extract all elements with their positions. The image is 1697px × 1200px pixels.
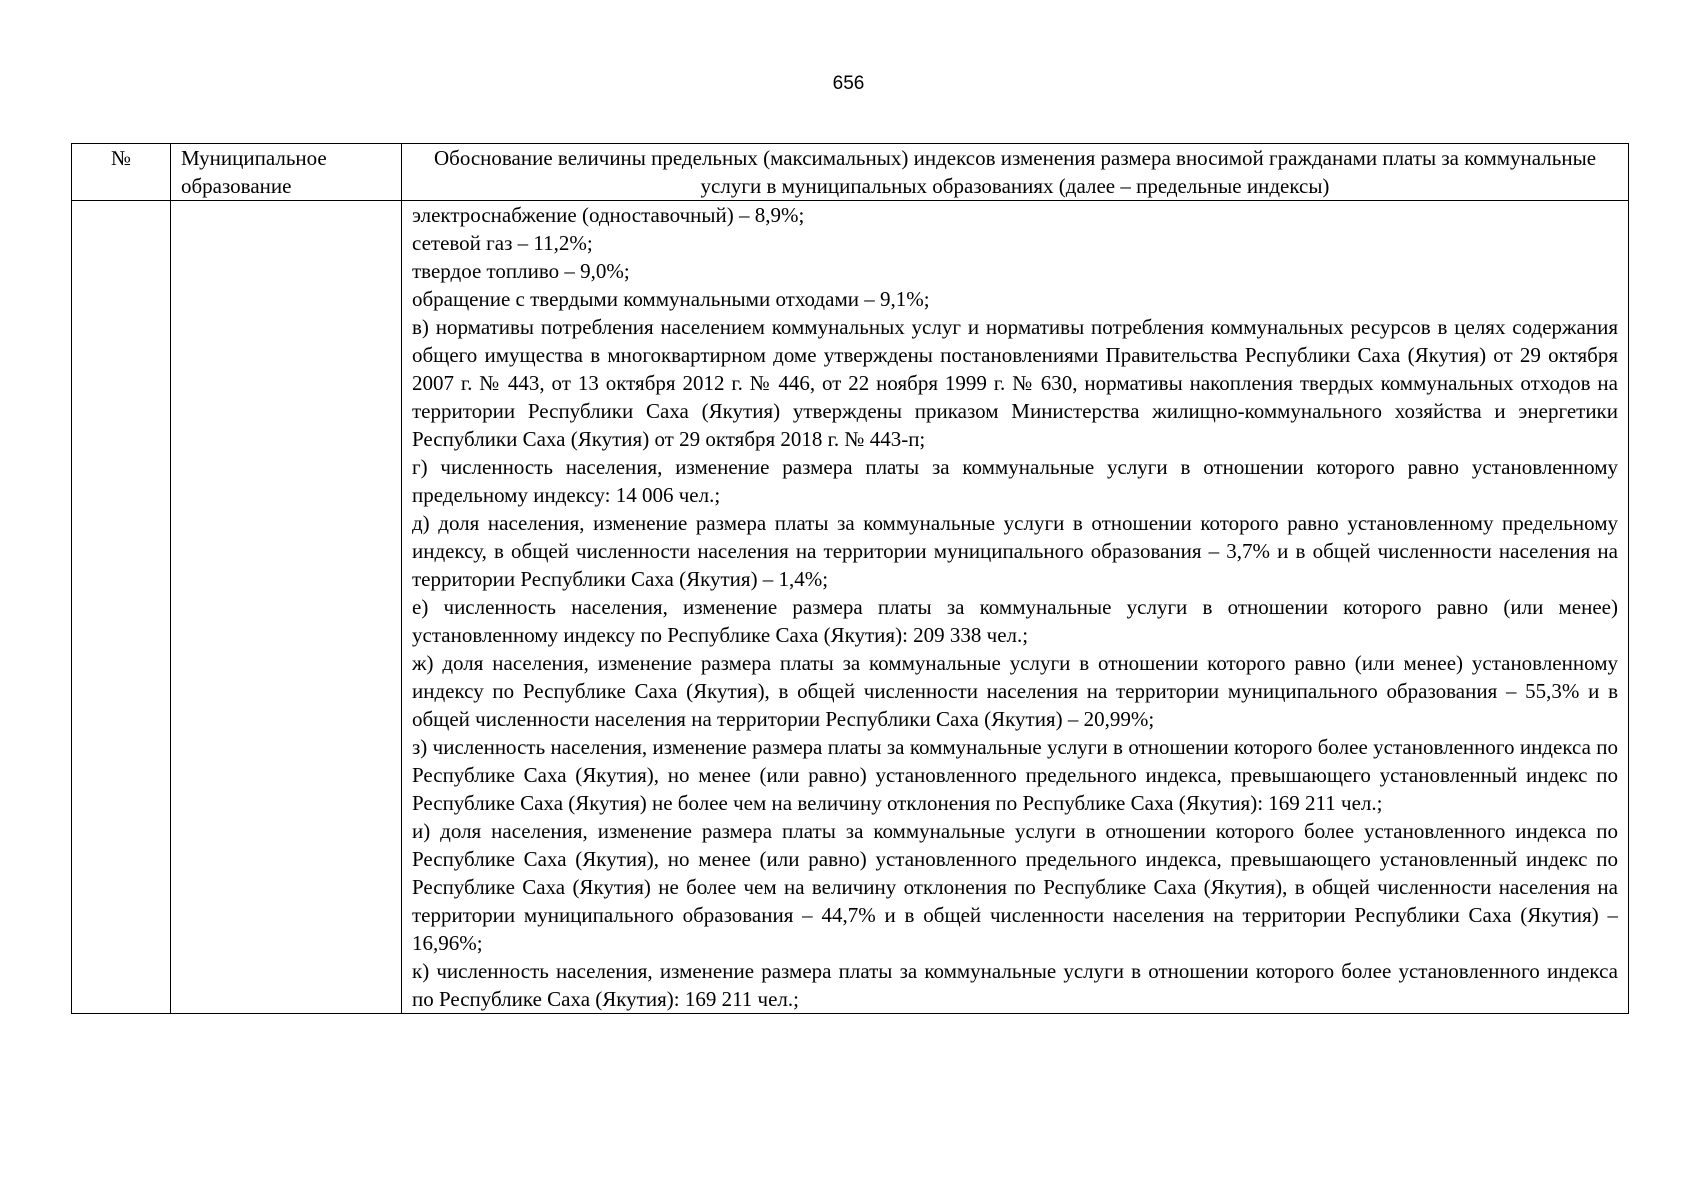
header-justification: Обоснование величины предельных (максимальных) индексов изменения размера вносимой гражданами платы за коммунальные услуги в муниципальных образованиях (далее – предельные индексы) bbox=[402, 144, 1629, 201]
paragraph: г) численность населения, изменение размера платы за коммунальные услуги в отношении которого равно установленному предельному индексу: 14 006 чел.; bbox=[412, 455, 1618, 507]
table-row bbox=[72, 201, 1629, 1014]
table-header-row bbox=[72, 144, 1629, 201]
paragraph: в) нормативы потребления населением коммунальных услуг и нормативы потребления коммунальных ресурсов в целях содержания общего имущества в многоквартирном доме утверждены постановлениями Правительства Республики Саха (Якутия) от 29 октября 2007 г. № 443, от 13 октября 2012 г. № 446, от 22 ноября 1999 г. № 630, нормативы накопления твердых коммунальных отходов на территории Республики Саха (Якутия) утверждены приказом Министерства жилищно-коммунального хозяйства и энергетики Республики Саха (Якутия) от 29 октября 2018 г. № 443-п; bbox=[412, 315, 1618, 451]
paragraph: твердое топливо – 9,0%; bbox=[412, 259, 630, 283]
paragraph: к) численность населения, изменение размера платы за коммунальные услуги в отношении которого более установленного индекса по Республике Саха (Якутия): 169 211 чел.; bbox=[412, 959, 1618, 1011]
cell-municipality bbox=[171, 201, 402, 1014]
paragraph: сетевой газ – 11,2%; bbox=[412, 231, 593, 255]
paragraph: ж) доля населения, изменение размера платы за коммунальные услуги в отношении которого равно (или менее) установленному индексу по Республике Саха (Якутия), в общей численности населения на территории муниципального образования – 55,3% и в общей численности населения на территории Республики Саха (Якутия) – 20,99%; bbox=[412, 651, 1618, 731]
header-number: № bbox=[72, 144, 171, 201]
paragraph: д) доля населения, изменение размера платы за коммунальные услуги в отношении которого равно установленному предельному индексу, в общей численности населения на территории муниципального образования – 3,7% и в общей численности населения на территории Республики Саха (Якутия) – 1,4%; bbox=[412, 511, 1618, 591]
paragraph: и) доля населения, изменение размера платы за коммунальные услуги в отношении которого более установленного индекса по Республике Саха (Якутия), но менее (или равно) установленного предельного индекса, превышающего установленный индекс по Республике Саха (Якутия) не более чем на величину отклонения по Республике Саха (Якутия), в общей численности населения на территории муниципального образования – 44,7% и в общей численности населения на территории Республики Саха (Якутия) – 16,96%; bbox=[412, 819, 1618, 955]
cell-justification bbox=[402, 201, 1629, 1014]
paragraph: з) численность населения, изменение размера платы за коммунальные услуги в отношении которого более установленного индекса по Республике Саха (Якутия), но менее (или равно) установленного предельного индекса, превышающего установленный индекс по Республике Саха (Якутия) не более чем на величину отклонения по Республике Саха (Якутия): 169 211 чел.; bbox=[412, 735, 1618, 815]
paragraph: обращение с твердыми коммунальными отходами – 9,1%; bbox=[412, 287, 930, 311]
page-number: 656 bbox=[832, 73, 865, 94]
header-municipality: Муниципальное образование bbox=[171, 144, 402, 201]
paragraph: е) численность населения, изменение размера платы за коммунальные услуги в отношении которого равно (или менее) установленному индексу по Республике Саха (Якутия): 209 338 чел.; bbox=[412, 595, 1618, 647]
justification-table bbox=[71, 143, 1629, 1014]
cell-number bbox=[72, 201, 171, 1014]
paragraph: электроснабжение (одноставочный) – 8,9%; bbox=[412, 203, 805, 227]
